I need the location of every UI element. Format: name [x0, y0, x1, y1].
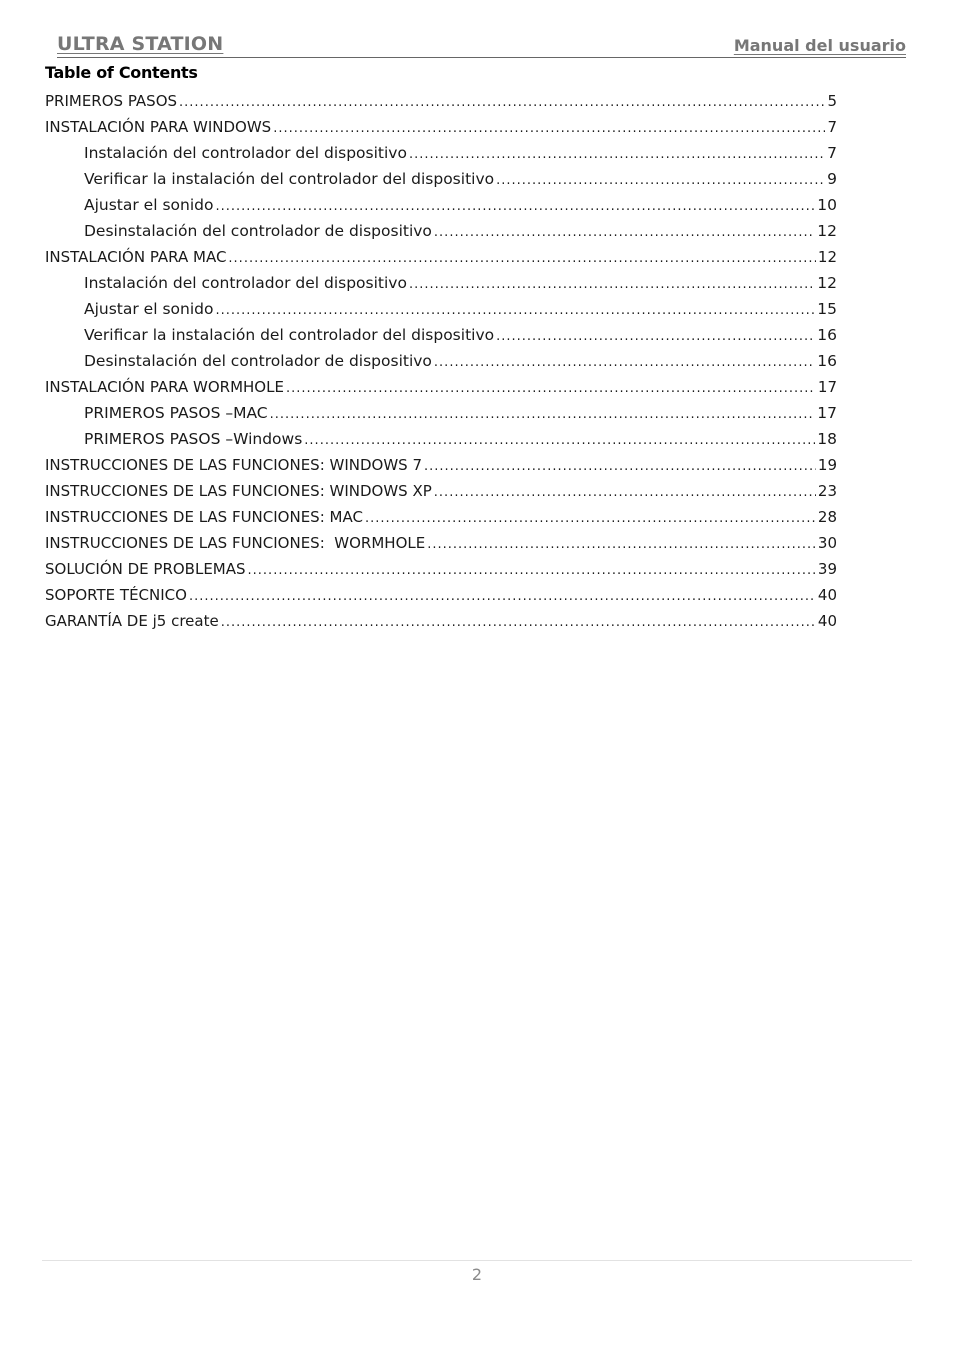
toc-entry[interactable]: [45, 530, 837, 556]
toc-heading: Table of Contents: [45, 63, 198, 82]
toc-leader-dots: [424, 454, 816, 478]
toc-subentry[interactable]: [45, 140, 837, 166]
toc-leader-dots: [189, 584, 816, 608]
toc-entry-page: 18: [817, 430, 837, 448]
toc-entry-label: Instalación del controlador del dispositivo: [84, 144, 407, 162]
toc-entry-page: 5: [827, 92, 837, 110]
toc-entry-label: INSTRUCCIONES DE LAS FUNCIONES: WORMHOLE: [45, 534, 426, 552]
toc-subentry[interactable]: [45, 166, 837, 192]
toc-subentry[interactable]: [45, 270, 837, 296]
toc-entry[interactable]: [45, 374, 837, 400]
table-of-contents: [45, 88, 837, 634]
toc-entry-page: 40: [817, 586, 837, 604]
toc-leader-dots: [270, 402, 816, 426]
toc-entry[interactable]: [45, 452, 837, 478]
toc-entry-page: 17: [817, 404, 837, 422]
toc-entry[interactable]: [45, 556, 837, 582]
toc-entry-page: 10: [817, 196, 837, 214]
toc-entry-page: 16: [817, 326, 837, 344]
toc-entry-label: Ajustar el sonido: [84, 196, 214, 214]
toc-leader-dots: [228, 246, 815, 270]
toc-entry-page: 23: [817, 482, 837, 500]
toc-leader-dots: [286, 376, 816, 400]
toc-entry[interactable]: [45, 478, 837, 504]
product-title: ULTRA STATION: [57, 33, 224, 55]
toc-entry-page: 12: [817, 248, 837, 266]
toc-entry-label: INSTRUCCIONES DE LAS FUNCIONES: MAC: [45, 508, 363, 526]
toc-entry[interactable]: [45, 608, 837, 634]
toc-entry-page: 28: [817, 508, 837, 526]
toc-entry-label: Verificar la instalación del controlador del dispositivo: [84, 326, 495, 344]
toc-entry-label: INSTALACIÓN PARA WORMHOLE: [45, 378, 284, 396]
toc-entry[interactable]: [45, 88, 837, 114]
toc-entry-label: PRIMEROS PASOS: [45, 92, 178, 110]
toc-entry-label: INSTALACIÓN PARA MAC: [45, 248, 227, 266]
manual-title: Manual del usuario: [733, 36, 906, 55]
toc-entry-label: INSTRUCCIONES DE LAS FUNCIONES: WINDOWS XP: [45, 482, 432, 500]
toc-leader-dots: [248, 558, 816, 582]
toc-entry-page: 12: [817, 274, 837, 292]
toc-entry-label: Desinstalación del controlador de dispositivo: [84, 352, 432, 370]
toc-subentry[interactable]: [45, 192, 837, 218]
footer-divider: [42, 1260, 912, 1261]
toc-subentry[interactable]: [45, 400, 837, 426]
toc-entry-label: GARANTÍA DE j5 create: [45, 612, 219, 630]
toc-entry[interactable]: [45, 504, 837, 530]
toc-entry-page: 16: [817, 352, 837, 370]
toc-leader-dots: [434, 220, 815, 244]
toc-entry-page: 30: [817, 534, 837, 552]
toc-subentry[interactable]: [45, 296, 837, 322]
toc-subentry[interactable]: [45, 322, 837, 348]
toc-entry-label: INSTRUCCIONES DE LAS FUNCIONES: WINDOWS 7: [45, 456, 423, 474]
toc-leader-dots: [434, 480, 816, 504]
toc-entry-label: Desinstalación del controlador de dispositivo: [84, 222, 432, 240]
toc-entry-page: 9: [827, 170, 837, 188]
toc-entry-page: 12: [817, 222, 837, 240]
toc-entry-page: 15: [817, 300, 837, 318]
toc-entry-label: Ajustar el sonido: [84, 300, 214, 318]
toc-entry-label: PRIMEROS PASOS –MAC: [84, 404, 268, 422]
toc-leader-dots: [365, 506, 816, 530]
toc-leader-dots: [496, 168, 825, 192]
toc-entry-page: 7: [827, 144, 837, 162]
toc-subentry[interactable]: [45, 348, 837, 374]
page-header: [57, 33, 906, 58]
toc-entry[interactable]: [45, 244, 837, 270]
toc-leader-dots: [427, 532, 816, 556]
page-number: 2: [471, 1265, 483, 1284]
toc-subentry[interactable]: [45, 218, 837, 244]
toc-leader-dots: [215, 194, 815, 218]
toc-leader-dots: [179, 90, 825, 114]
toc-entry-label: INSTALACIÓN PARA WINDOWS: [45, 118, 272, 136]
toc-leader-dots: [409, 142, 825, 166]
toc-entry-page: 19: [817, 456, 837, 474]
toc-entry[interactable]: [45, 114, 837, 140]
toc-entry[interactable]: [45, 582, 837, 608]
toc-entry-label: SOPORTE TÉCNICO: [45, 586, 187, 604]
toc-leader-dots: [409, 272, 815, 296]
toc-leader-dots: [215, 298, 815, 322]
toc-entry-label: PRIMEROS PASOS –Windows: [84, 430, 303, 448]
toc-entry-label: Instalación del controlador del dispositivo: [84, 274, 407, 292]
toc-entry-page: 7: [827, 118, 837, 136]
toc-subentry[interactable]: [45, 426, 837, 452]
toc-leader-dots: [496, 324, 815, 348]
toc-entry-page: 17: [817, 378, 837, 396]
toc-leader-dots: [221, 610, 816, 634]
toc-leader-dots: [304, 428, 815, 452]
toc-entry-page: 40: [817, 612, 837, 630]
toc-entry-label: Verificar la instalación del controlador del dispositivo: [84, 170, 495, 188]
toc-leader-dots: [273, 116, 825, 140]
toc-entry-label: SOLUCIÓN DE PROBLEMAS: [45, 560, 246, 578]
toc-leader-dots: [434, 350, 815, 374]
toc-entry-page: 39: [817, 560, 837, 578]
